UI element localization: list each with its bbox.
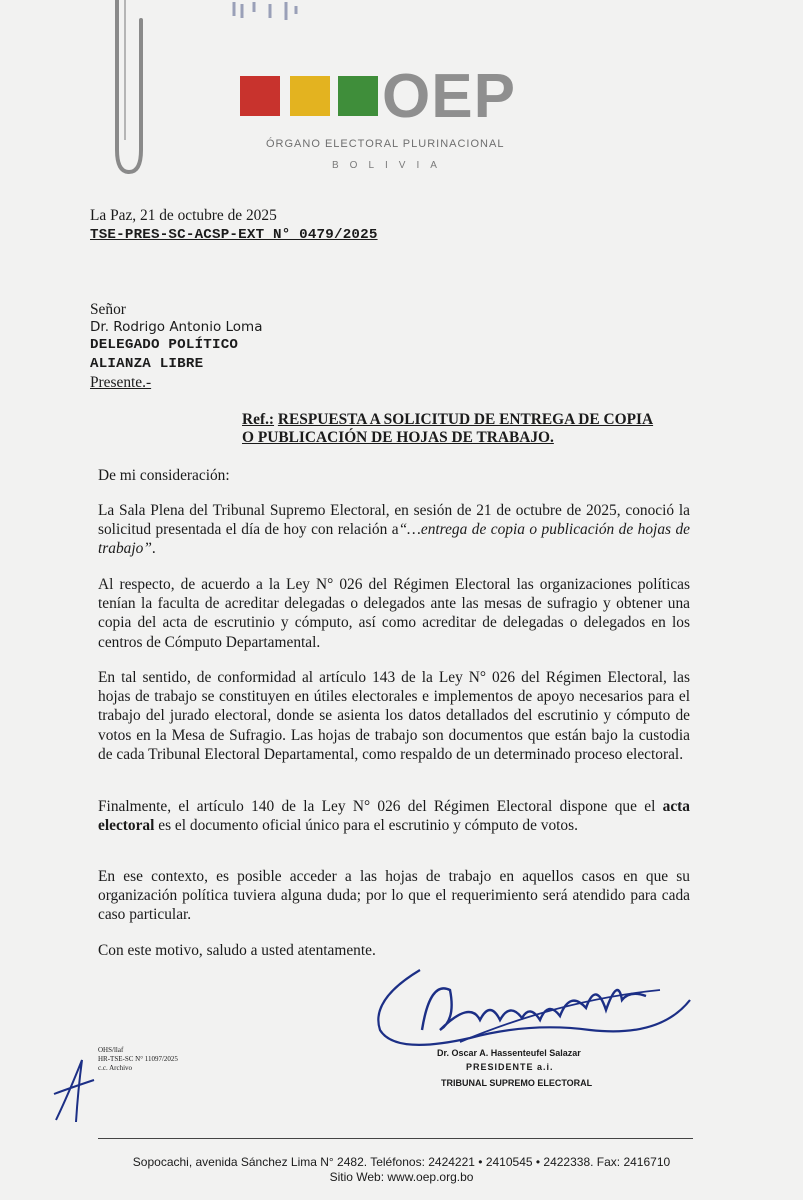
footer-web-label: Sitio Web: xyxy=(329,1170,385,1184)
oep-logo xyxy=(240,62,540,180)
recipient-presente: Presente.- xyxy=(90,374,152,391)
paragraph-4 xyxy=(98,797,690,835)
footer-address: Sopocachi, avenida Sánchez Lima N° 2482. Teléfonos: 2424221 • 2410545 • 2422338. Fax: 2416710 xyxy=(132,1155,671,1169)
reference-initials: OHS/llaf xyxy=(98,1046,124,1054)
paragraph-5: En ese contexto, es posible acceder a las hojas de trabajo en aquellos casos en que su organización política tuviera alguna duda; por lo que el requerimiento será atendido para cada caso particular. xyxy=(98,868,690,924)
subject-line-1 xyxy=(242,410,653,429)
logo-green-square xyxy=(338,76,378,116)
footer-divider xyxy=(98,1138,693,1139)
logo-text: OEP xyxy=(382,62,516,131)
signer-name: Dr. Oscar A. Hassenteufel Salazar xyxy=(437,1048,581,1058)
logo-red-square xyxy=(240,76,280,116)
recipient-name: Dr. Rodrigo Antonio Loma xyxy=(90,319,263,335)
logo-yellow-square xyxy=(290,76,330,116)
reference-hr-number: HR-TSE-SC N° 11097/2025 xyxy=(98,1055,178,1063)
paragraph-4-bold: acta electoral xyxy=(98,798,690,835)
footer-web xyxy=(0,1170,803,1184)
signer-institution: TRIBUNAL SUPREMO ELECTORAL xyxy=(441,1078,593,1088)
closing: Con este motivo, saludo a usted atentamente. xyxy=(98,942,376,959)
paragraph-4-start: Finalmente, el artículo 140 de la Ley N° 026 del Régimen Electoral dispone que el xyxy=(98,798,663,815)
signer-role: PRESIDENTE a.i. xyxy=(466,1062,554,1072)
stamp-remnant-icon xyxy=(230,0,310,28)
greeting: De mi consideración: xyxy=(98,467,230,484)
paragraph-1-end: . xyxy=(151,540,156,558)
paragraph-1 xyxy=(98,501,690,559)
paper-clip-icon xyxy=(95,0,155,180)
recipient-title: DELEGADO POLÍTICO xyxy=(90,337,239,353)
internal-references xyxy=(98,1046,178,1073)
reference-cc: c.c. Archivo xyxy=(98,1064,133,1072)
country-name: BOLIVIA xyxy=(332,160,448,171)
recipient-salutation: Señor xyxy=(90,301,126,318)
subject-line-2: O PUBLICACIÓN DE HOJAS DE TRABAJO. xyxy=(242,429,554,446)
recipient-organization: ALIANZA LIBRE xyxy=(90,356,204,372)
subject-text-1: RESPUESTA A SOLICITUD DE ENTREGA DE COPIA xyxy=(277,411,654,428)
reference-code: TSE-PRES-SC-ACSP-EXT N° 0479/2025 xyxy=(90,227,378,243)
place-date: La Paz, 21 de octubre de 2025 xyxy=(90,207,277,224)
paragraph-3: En tal sentido, de conformidad al artículo 143 de la Ley N° 026 del Régimen Electoral, las hojas de trabajo se constituyen en útiles electorales e implementos de apoyo necesarios para el trabajo del jurado electoral, donde se asienta los datos detallados del escrutinio y cómputo de votos en la Mesa de Sufragio. Las hojas de trabajo son documentos que están bajo la custodia de cada Tribunal Electoral Departamental, como respaldo de un determinado proceso electoral. xyxy=(98,669,690,763)
paragraph-2: Al respecto, de acuerdo a la Ley N° 026 del Régimen Electoral las organizaciones políticas tenían la faculta de acreditar delegadas o delegados ante las mesas de sufragio y obtener una copia del acta de escrutinio y cómputo, así como acreditar de delegadas o delegados en los centros de Cómputo Departamental. xyxy=(98,576,690,651)
paragraph-1-quote: “…entrega de copia o publicación de hojas de trabajo” xyxy=(98,521,690,558)
footer-web-link[interactable]: www.oep.org.bo xyxy=(387,1170,474,1184)
organization-name: ÓRGANO ELECTORAL PLURINACIONAL xyxy=(266,138,505,150)
subject-label: Ref.: xyxy=(242,411,275,428)
paragraph-1-text: La Sala Plena del Tribunal Supremo Electoral, en sesión de 21 de octubre de 2025, conoció la solicitud presentada el día de hoy con relación a xyxy=(98,502,690,539)
paragraph-4-end: es el documento oficial único para el escrutinio y cómputo de votos. xyxy=(154,817,578,835)
